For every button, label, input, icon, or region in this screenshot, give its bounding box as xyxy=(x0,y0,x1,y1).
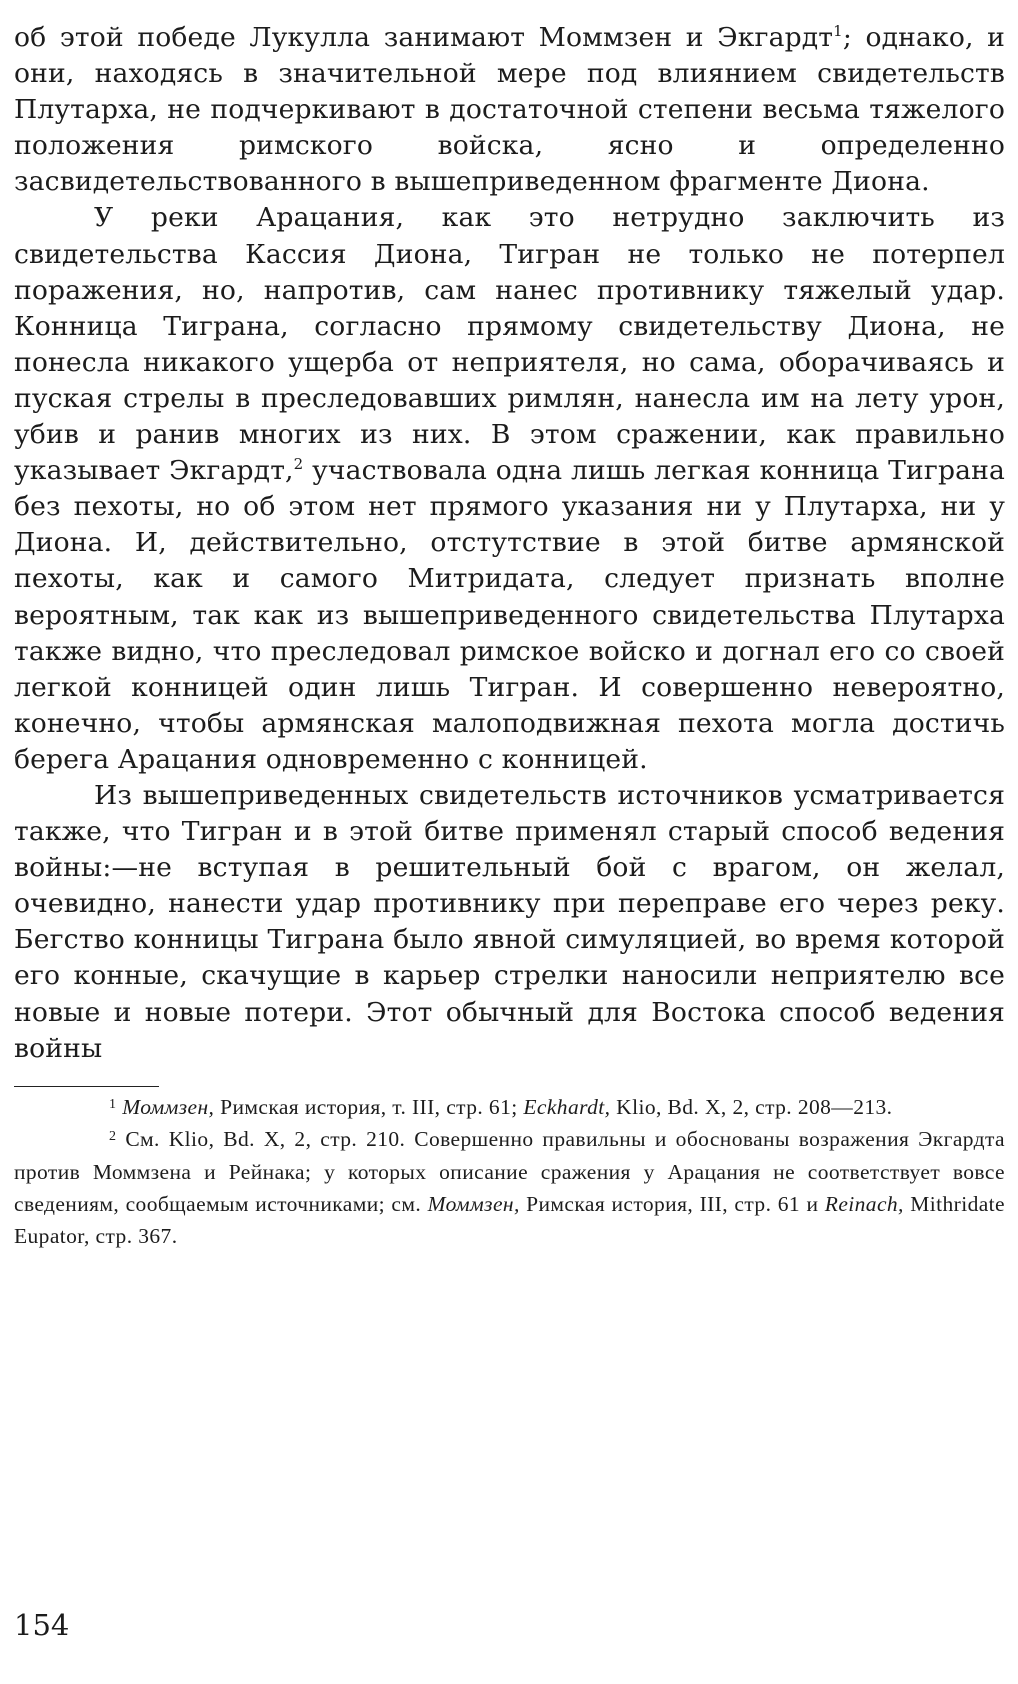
footnote-divider xyxy=(14,1086,159,1087)
page-number: 154 xyxy=(14,1608,70,1642)
paragraph-2-text-cont: участвовала одна лишь легкая конница Тиграна без пехоты, но об этом нет прямого указания ни у Плутарха, ни у Диона. И, действительно, отстутствие в этой битве армянской пехоты, как и самого Митридата, следует признать вполне вероятным, так как из вышеприведенного свидетельства Плутарха также видно, что преследовал римское войско и догнал его со своей легкой конницей один лишь Тигран. И совершенно невероятно, конечно, чтобы армянская малоподвижная пехота могла достичь берега Арацания одновременно с конницей. xyxy=(14,455,1005,775)
footnote-1-mark: 1 xyxy=(109,1096,117,1112)
footnote-ref-1[interactable]: 1 xyxy=(833,22,843,40)
footnote-2-text-2: Римская история, III, стр. 61 и xyxy=(519,1191,825,1216)
footnote-1-text-1: Римская история, т. III, стр. 61; xyxy=(214,1094,524,1119)
paragraph-1-text: об этой победе Лукулла занимают Моммзен и Экгардт xyxy=(14,22,834,53)
footnote-1 xyxy=(14,1091,1005,1123)
page xyxy=(14,20,1005,1253)
paragraph-2 xyxy=(14,200,1005,778)
footnote-2 xyxy=(14,1123,1005,1253)
paragraph-3-text: Из вышеприведенных свидетельств источников усматривается также, что Тигран и в этой битве применял старый способ ведения войны:—не вступая в решительный бой с врагом, он желал, очевидно, нанести удар противнику при переправе его через реку. Бегство конницы Тиграна было явной симуляцией, во время которой его конные, скачущие в карьер стрелки наносили неприятелю все новые и новые потери. Этот обычный для Востока способ ведения войны xyxy=(14,779,1005,1064)
footnote-2-author-2: Reinach, xyxy=(824,1191,904,1216)
footnotes xyxy=(14,1091,1005,1253)
footnote-2-mark: 2 xyxy=(109,1129,117,1145)
paragraph-3 xyxy=(14,778,1005,1067)
footnote-2-text-1: См. Klio, Bd. X, 2, стр. 210. Совершенно правильны и обоснованы возражения Экгардта против Моммзена и Рейнака; у которых описание сражения у Арацания не соответствует вовсе сведениям, сообщаемым источниками; см. xyxy=(14,1127,1005,1216)
footnote-1-text-2: Klio, Bd. X, 2, стр. 208—213. xyxy=(610,1094,893,1119)
footnote-1-author-2: Eckhardt, xyxy=(523,1094,611,1119)
paragraph-1 xyxy=(14,20,1005,200)
body-text xyxy=(14,20,1005,1067)
footnote-2-author-1: Моммзен, xyxy=(427,1191,520,1216)
footnote-ref-2[interactable]: 2 xyxy=(293,455,304,474)
paragraph-2-text: У реки Арацания, как это нетрудно заключить из свидетельства Кассия Диона, Тигран не только не потерпел поражения, но, напротив, сам нанес противнику тяжелый удар. Конница Тиграна, согласно прямому свидетельству Диона, не понесла никакого ущерба от неприятеля, но сама, оборачиваясь и пуская стрелы в преследовавших римлян, нанесла им на лету урон, убив и ранив многих из них. В этом сражении, как правильно указывает Экгардт, xyxy=(14,202,1005,487)
footnote-2-text-3: Mithridate Eupator, стр. 367. xyxy=(14,1191,1005,1249)
footnote-1-author-1: Моммзен, xyxy=(122,1094,215,1119)
paragraph-1-text-cont: ; однако, и они, находясь в значительной мере под влиянием свидетельств Плутарха, не подчеркивают в достаточной степени весьма тяжелого положения римского войска, ясно и определенно засвидетельствованного в вышеприведенном фрагменте Диона. xyxy=(14,22,1005,198)
